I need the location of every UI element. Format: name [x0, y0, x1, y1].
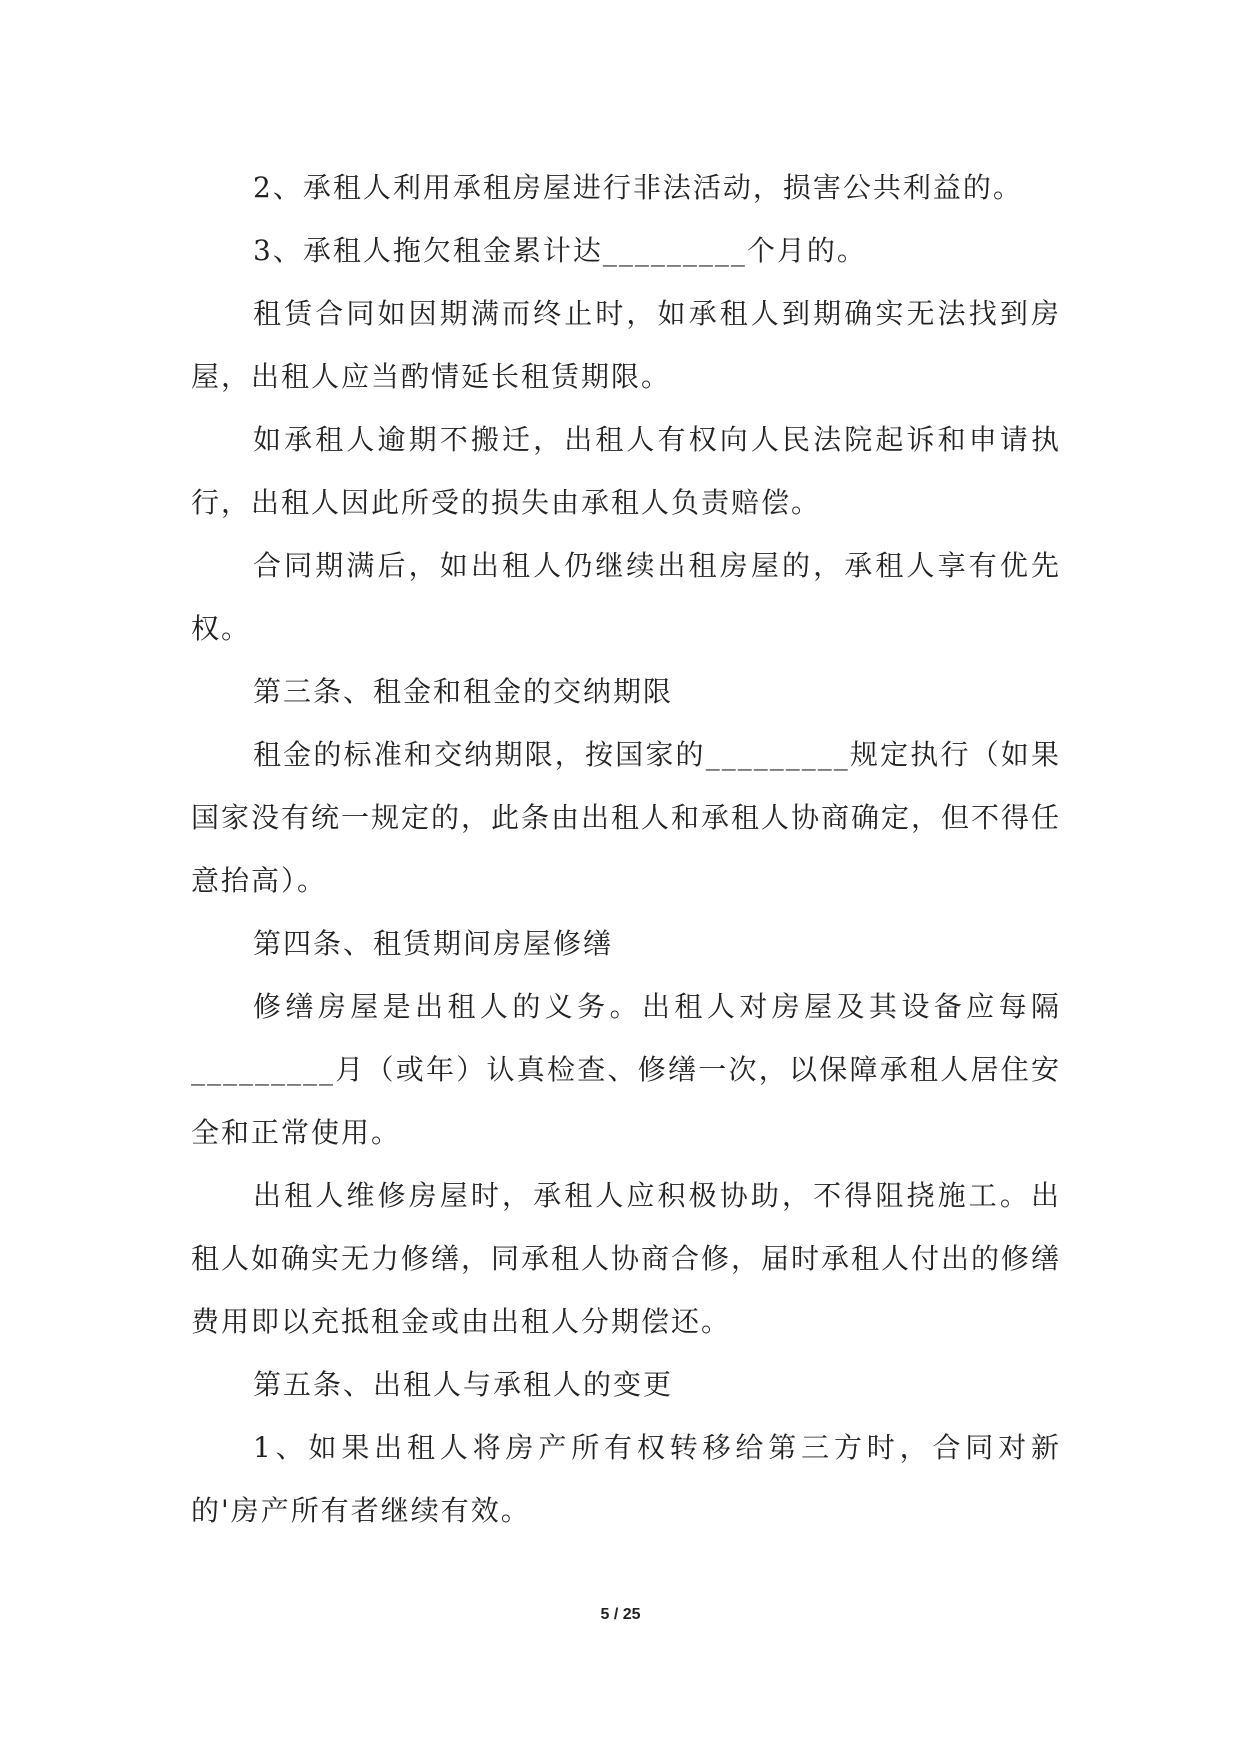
page-number: 5 / 25 — [600, 1606, 641, 1623]
paragraph-overdue-moving: 如承租人逾期不搬迁，出租人有权向人民法院起诉和申请执行，出租人因此所受的损失由承租人负责赔偿。 — [191, 423, 1061, 519]
paragraph-rent-standard: 租金的标准和交纳期限，按国家的_________规定执行（如果国家没有统一规定的，此条由出租人和承租人协商确定，但不得任意抬高）。 — [191, 738, 1062, 897]
heading-article-4: 第四条、租赁期间房屋修缮 — [253, 927, 614, 960]
document-body — [191, 156, 1061, 1542]
paragraph-priority-right: 合同期满后，如出租人仍继续出租房屋的，承租人享有优先权。 — [191, 549, 1061, 645]
paragraph-clause-2: 2、承租人利用承租房屋进行非法活动，损害公共利益的。 — [253, 171, 1023, 204]
paragraph-repair-duty: 修缮房屋是出租人的义务。出租人对房屋及其设备应每隔_________月（或年）认真检查、修缮一次，以保障承租人居住安全和正常使用。 — [191, 990, 1061, 1149]
paragraph-repair-cooperation: 出租人维修房屋时，承租人应积极协助，不得阻挠施工。出租人如确实无力修缮，同承租人协商合修，届时承租人付出的修缮费用即以充抵租金或由出租人分期偿还。 — [191, 1179, 1062, 1338]
paragraph-clause-3: 3、承租人拖欠租金累计达_________个月的。 — [253, 234, 867, 267]
heading-article-5: 第五条、出租人与承租人的变更 — [253, 1368, 674, 1401]
heading-article-3: 第三条、租金和租金的交纳期限 — [253, 675, 674, 708]
paragraph-ownership-transfer: 1、如果出租人将房产所有权转移给第三方时，合同对新的'房产所有者继续有效。 — [191, 1431, 1061, 1527]
paragraph-expiry-extension: 租赁合同如因期满而终止时，如承租人到期确实无法找到房屋，出租人应当酌情延长租赁期限。 — [191, 297, 1061, 393]
